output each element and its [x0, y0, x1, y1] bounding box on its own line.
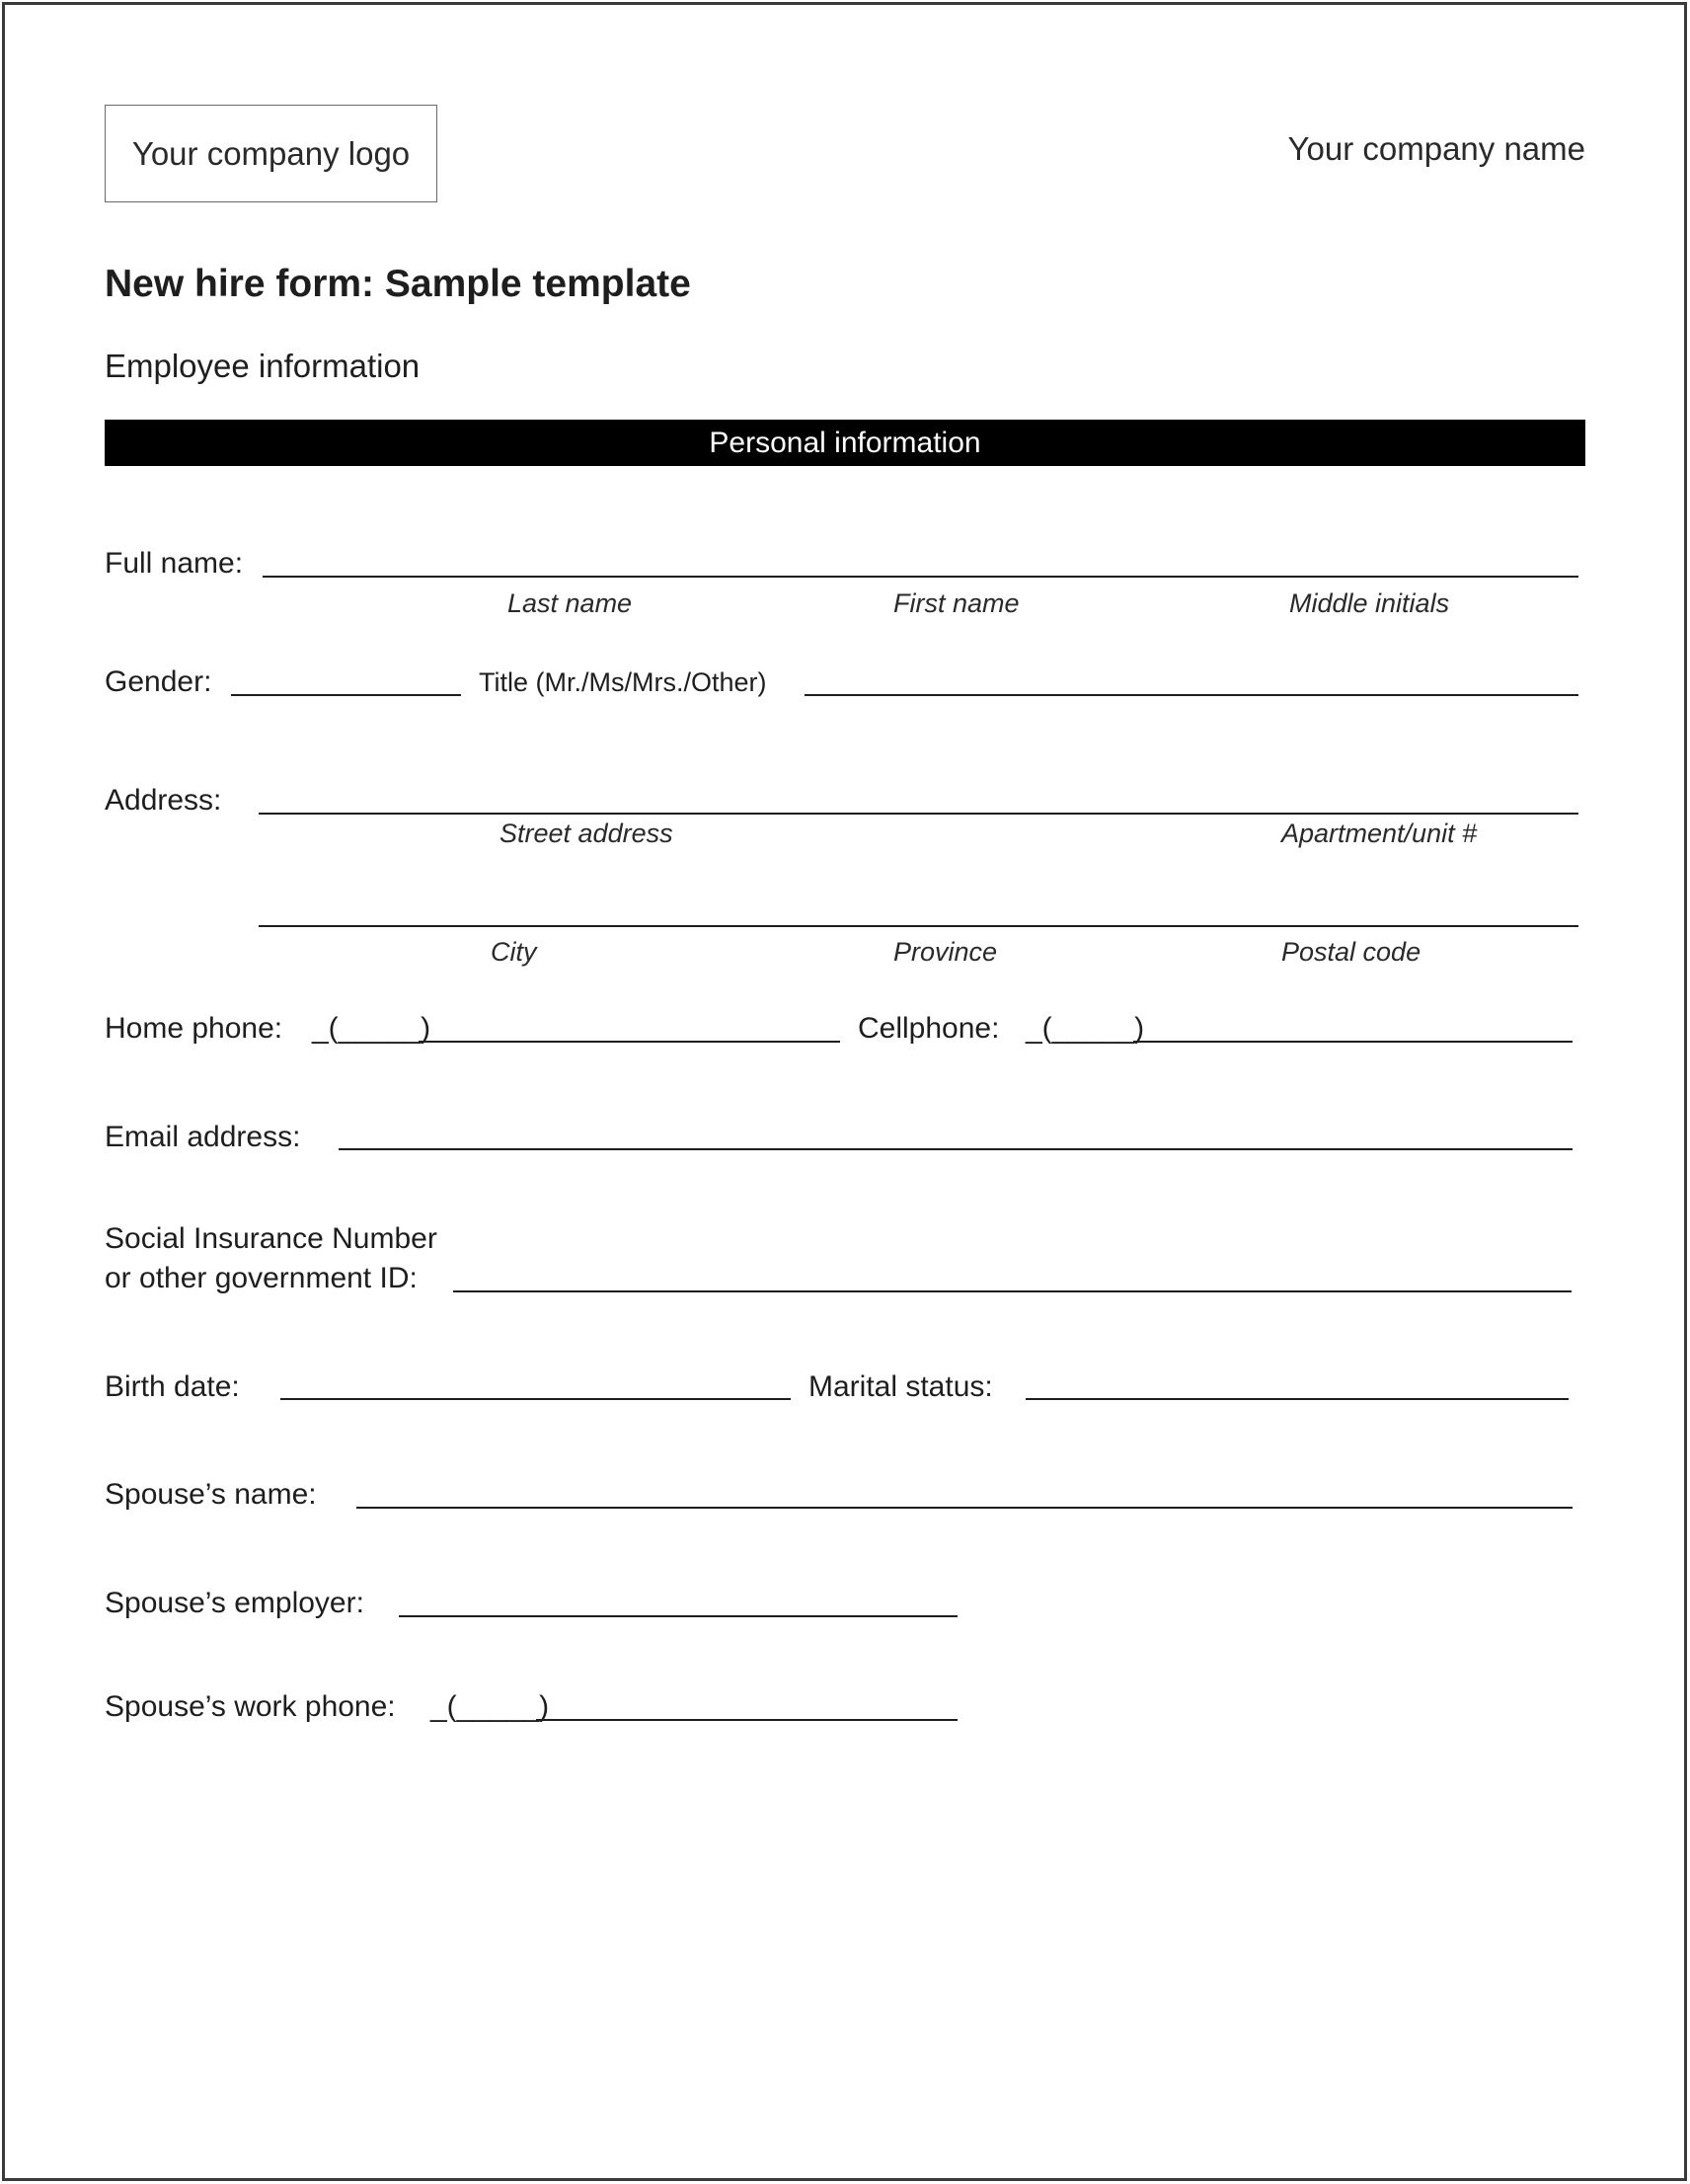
marital-status-label: Marital status:	[808, 1370, 993, 1403]
city-province-postal-field[interactable]	[259, 925, 1578, 927]
personal-information-bar	[105, 420, 1585, 466]
full-name-label: Full name:	[105, 547, 244, 580]
section-bar-title: Personal information	[709, 426, 981, 459]
title-field[interactable]	[805, 694, 1578, 696]
last-name-caption: Last name	[507, 588, 633, 618]
spouse-name-field[interactable]	[356, 1507, 1573, 1509]
spouse-employer-label: Spouse’s employer:	[105, 1587, 364, 1619]
home-phone-area-code[interactable]: _(_____)	[312, 1012, 431, 1045]
sin-label-line1: Social Insurance Number	[105, 1222, 437, 1255]
city-caption: City	[491, 937, 537, 967]
address-label: Address:	[105, 784, 222, 817]
page-frame	[2, 2, 1687, 2181]
spouse-work-phone-area-code[interactable]: _(_____)	[430, 1690, 550, 1723]
street-address-caption: Street address	[499, 819, 673, 848]
marital-status-field[interactable]	[1026, 1398, 1569, 1400]
email-address-field[interactable]	[339, 1148, 1573, 1150]
cellphone-label: Cellphone:	[858, 1012, 1000, 1045]
logo-placeholder-text: Your company logo	[131, 134, 411, 172]
apartment-unit-caption: Apartment/unit #	[1281, 819, 1478, 848]
gender-label: Gender:	[105, 665, 212, 698]
home-phone-label: Home phone:	[105, 1012, 283, 1045]
first-name-caption: First name	[893, 588, 1020, 618]
sin-field[interactable]	[453, 1290, 1572, 1292]
title-label: Title (Mr./Ms/Mrs./Other)	[479, 667, 767, 697]
spouse-work-phone-field[interactable]	[536, 1719, 958, 1721]
province-caption: Province	[893, 937, 998, 967]
spouse-name-label: Spouse’s name:	[105, 1478, 317, 1511]
document-title: New hire form: Sample template	[105, 263, 691, 305]
postal-code-caption: Postal code	[1281, 937, 1421, 967]
birth-date-field[interactable]	[280, 1398, 791, 1400]
gender-field[interactable]	[231, 694, 461, 696]
email-address-label: Email address:	[105, 1121, 301, 1153]
street-address-field[interactable]	[259, 813, 1578, 815]
spouse-work-phone-label: Spouse’s work phone:	[105, 1690, 396, 1723]
birth-date-label: Birth date:	[105, 1370, 240, 1403]
sin-label-line2: or other government ID:	[105, 1262, 418, 1294]
cellphone-area-code[interactable]: _(_____)	[1026, 1012, 1145, 1045]
full-name-field[interactable]	[263, 576, 1578, 578]
spouse-employer-field[interactable]	[399, 1615, 958, 1617]
home-phone-field[interactable]	[419, 1041, 840, 1043]
cellphone-field[interactable]	[1133, 1041, 1573, 1043]
company-logo-placeholder	[105, 105, 437, 202]
middle-initials-caption: Middle initials	[1289, 588, 1450, 618]
company-name: Your company name	[1287, 130, 1585, 167]
section-title: Employee information	[105, 348, 421, 384]
